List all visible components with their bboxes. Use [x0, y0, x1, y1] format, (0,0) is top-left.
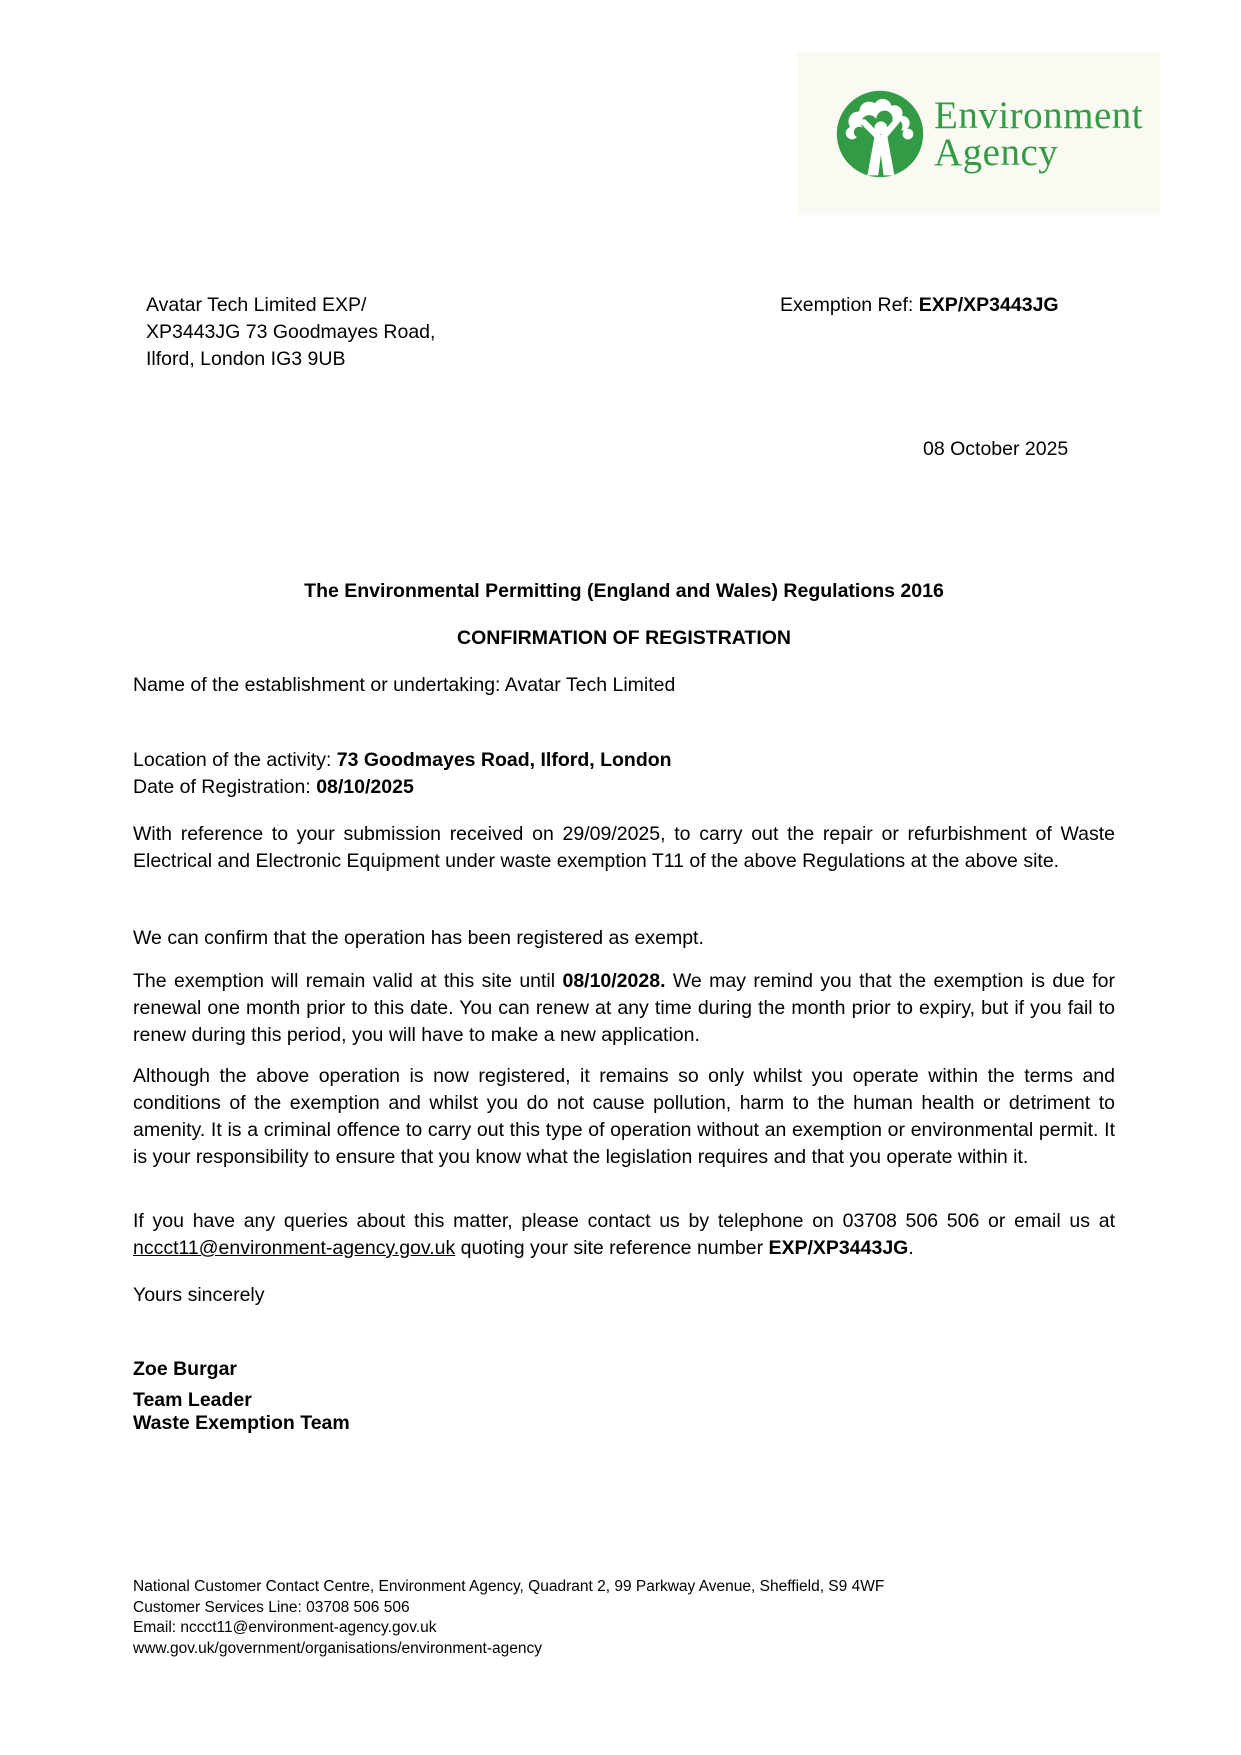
environment-agency-logo — [797, 52, 1160, 215]
environment-agency-wordmark — [934, 93, 1144, 174]
exemption-ref-value: EXP/XP3443JG — [918, 294, 1059, 316]
validity-expiry-date: 08/10/2028. — [562, 970, 666, 992]
confirmation-heading: CONFIRMATION OF REGISTRATION — [456, 627, 791, 649]
validity-post: We may remind you that the exemption is due for renewal one month prior to this date. You can renew at any time during the month prior to expiry, but if you fail to renew during this period, you will have to make a new application. — [133, 970, 1115, 1046]
recipient-line-1: Avatar Tech Limited EXP/ — [146, 294, 367, 316]
logo-word-environment: Environment — [934, 93, 1144, 137]
paragraph-terms: Although the above operation is now registered, it remains so only whilst you operate within the terms and conditions of the exemption and whilst you do not cause pollution, harm to the human health or detriment to amenity. It is a criminal offence to carry out this type of operation without an exemption or environmental permit. It is your responsibility to ensure that you know what the legislation requires and that you operate within it. — [133, 1065, 1115, 1168]
paragraph-confirm: We can confirm that the operation has been registered as exempt. — [133, 927, 704, 949]
footer-website-line: www.gov.uk/government/organisations/environment-agency — [133, 1639, 542, 1657]
queries-site-ref: EXP/XP3443JG — [768, 1237, 909, 1259]
paragraph-submission: With reference to your submission received on 29/09/2025, to carry out the repair or refurbishment of Waste Electrical and Electronic Equipment under waste exemption T11 of the above Regulations at the above site. — [133, 823, 1115, 872]
recipient-line-2: XP3443JG 73 Goodmayes Road, — [146, 321, 436, 343]
logo-word-agency: Agency — [934, 130, 1059, 174]
regulations-title: The Environmental Permitting (England and Wales) Regulations 2016 — [304, 580, 944, 602]
footer-phone-line: Customer Services Line: 03708 506 506 — [133, 1598, 410, 1616]
signatory-name: Zoe Burgar — [133, 1358, 238, 1380]
letter-footer — [133, 1577, 1133, 1659]
exemption-ref-label: Exemption Ref: — [780, 294, 919, 316]
location-line — [133, 747, 1115, 774]
registration-date-label: Date of Registration: — [133, 776, 317, 798]
queries-end: . — [908, 1237, 914, 1259]
queries-pre: If you have any queries about this matter, please contact us by telephone on 03708 506 506 or email us at — [133, 1210, 1115, 1232]
letter-date: 08 October 2025 — [923, 438, 1069, 460]
recipient-line-3: Ilford, London IG3 9UB — [146, 348, 346, 370]
signatory-role: Team Leader — [133, 1389, 252, 1411]
closing-line: Yours sincerely — [133, 1284, 265, 1306]
signatory-team: Waste Exemption Team — [133, 1412, 350, 1434]
queries-mid: quoting your site reference number — [455, 1237, 769, 1259]
exemption-ref — [780, 292, 1059, 319]
environment-agency-tree-person-icon — [835, 89, 925, 179]
paragraph-queries — [133, 1208, 1115, 1262]
location-label: Location of the activity: — [133, 749, 337, 771]
footer-address-line: National Customer Contact Centre, Environment Agency, Quadrant 2, 99 Parkway Avenue, Sheffield, S9 4WF — [133, 1578, 885, 1595]
location-registration-block — [133, 747, 1115, 801]
recipient-address — [146, 292, 566, 373]
location-value: 73 Goodmayes Road, Ilford, London — [336, 749, 672, 771]
establishment-line: Name of the establishment or undertaking: Avatar Tech Limited — [133, 674, 676, 696]
paragraph-validity — [133, 968, 1115, 1049]
footer-email-line: Email: nccct11@environment-agency.gov.uk — [133, 1619, 437, 1636]
registration-date-line — [133, 774, 1115, 801]
registration-date-value: 08/10/2025 — [316, 776, 414, 798]
signatory-role-block — [133, 1389, 350, 1435]
contact-email-link[interactable]: nccct11@environment-agency.gov.uk — [133, 1237, 456, 1259]
validity-pre: The exemption will remain valid at this site until — [133, 970, 563, 992]
